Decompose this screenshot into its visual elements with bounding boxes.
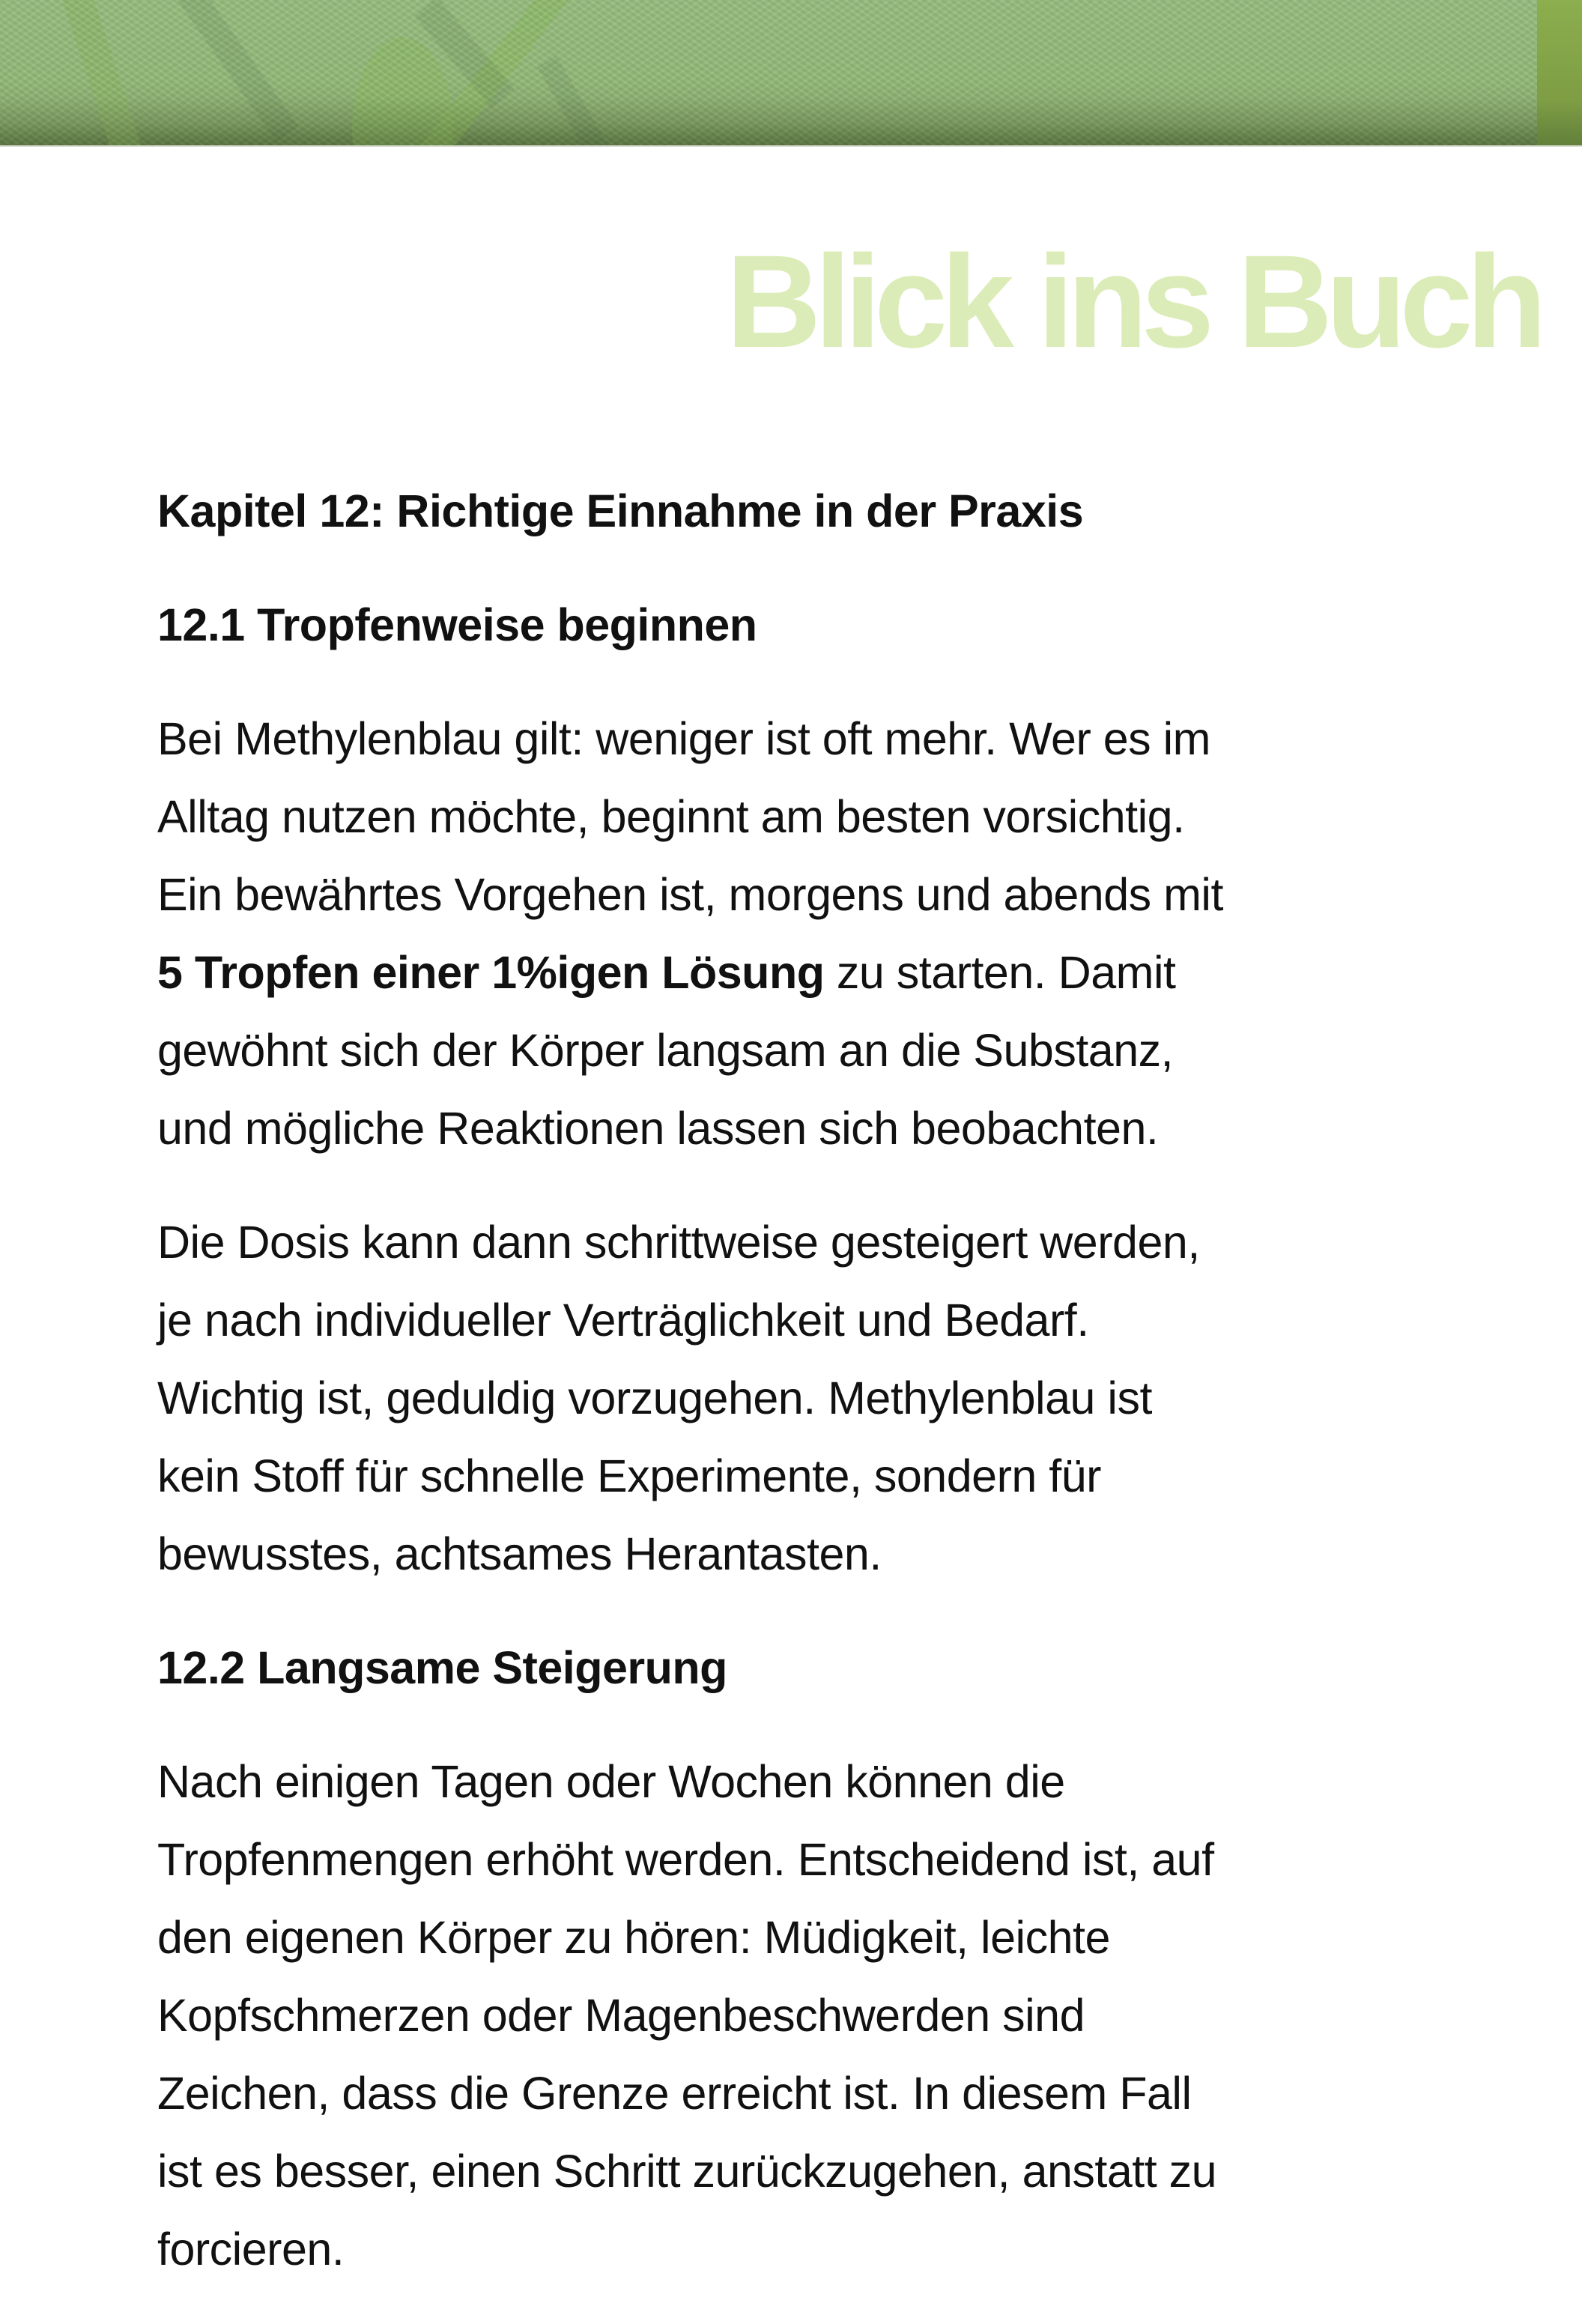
- header-banner: [0, 0, 1582, 145]
- book-excerpt: [157, 472, 1431, 2324]
- text-line: Bei Methylenblau gilt: weniger ist oft mehr. Wer es im: [157, 713, 1210, 764]
- paragraph: [157, 1203, 1431, 1593]
- text-line: Ein bewährtes Vorgehen ist, morgens und abends mit: [157, 869, 1223, 920]
- chapter-title: Kapitel 12: Richtige Einnahme in der Praxis: [157, 485, 1084, 536]
- text-line: Die Dosis kann dann schrittweise gesteigert werden,: [157, 1217, 1200, 1268]
- text-line: [157, 933, 1431, 1011]
- text-line: forcieren.: [157, 2224, 345, 2275]
- paragraph: [157, 700, 1431, 1167]
- page-title: Blick ins Buch: [726, 229, 1540, 375]
- text-fragment: zu starten. Damit: [824, 947, 1176, 998]
- emphasis-dosage: 5 Tropfen einer 1%igen Lösung: [157, 947, 825, 998]
- text-line: den eigenen Körper zu hören: Müdigkeit, leichte: [157, 1912, 1110, 1963]
- section-heading: 12.2 Langsame Steigerung: [157, 1642, 727, 1693]
- text-line: Nach einigen Tagen oder Wochen können die: [157, 1756, 1065, 1807]
- section-heading: 12.1 Tropfenweise beginnen: [157, 599, 757, 650]
- text-line: ist es besser, einen Schritt zurückzugehen, anstatt zu: [157, 2146, 1217, 2197]
- text-line: kein Stoff für schnelle Experimente, sondern für: [157, 1450, 1101, 1501]
- text-line: und mögliche Reaktionen lassen sich beobachten.: [157, 1103, 1159, 1154]
- text-line: Alltag nutzen möchte, beginnt am besten vorsichtig.: [157, 791, 1185, 842]
- text-line: Tropfenmengen erhöht werden. Entscheidend ist, auf: [157, 1834, 1214, 1885]
- banner-edge: [1537, 0, 1582, 145]
- divider: [0, 145, 1582, 147]
- text-line: je nach individueller Verträglichkeit und Bedarf.: [157, 1295, 1089, 1346]
- banner-shadow: [0, 97, 1582, 145]
- text-line: gewöhnt sich der Körper langsam an die Substanz,: [157, 1025, 1174, 1076]
- paragraph: [157, 1743, 1431, 2288]
- text-line: bewusstes, achtsames Herantasten.: [157, 1528, 882, 1579]
- text-line: Wichtig ist, geduldig vorzugehen. Methylenblau ist: [157, 1373, 1152, 1423]
- text-line: Kopfschmerzen oder Magenbeschwerden sind: [157, 1990, 1085, 2041]
- text-line: Zeichen, dass die Grenze erreicht ist. In diesem Fall: [157, 2068, 1192, 2119]
